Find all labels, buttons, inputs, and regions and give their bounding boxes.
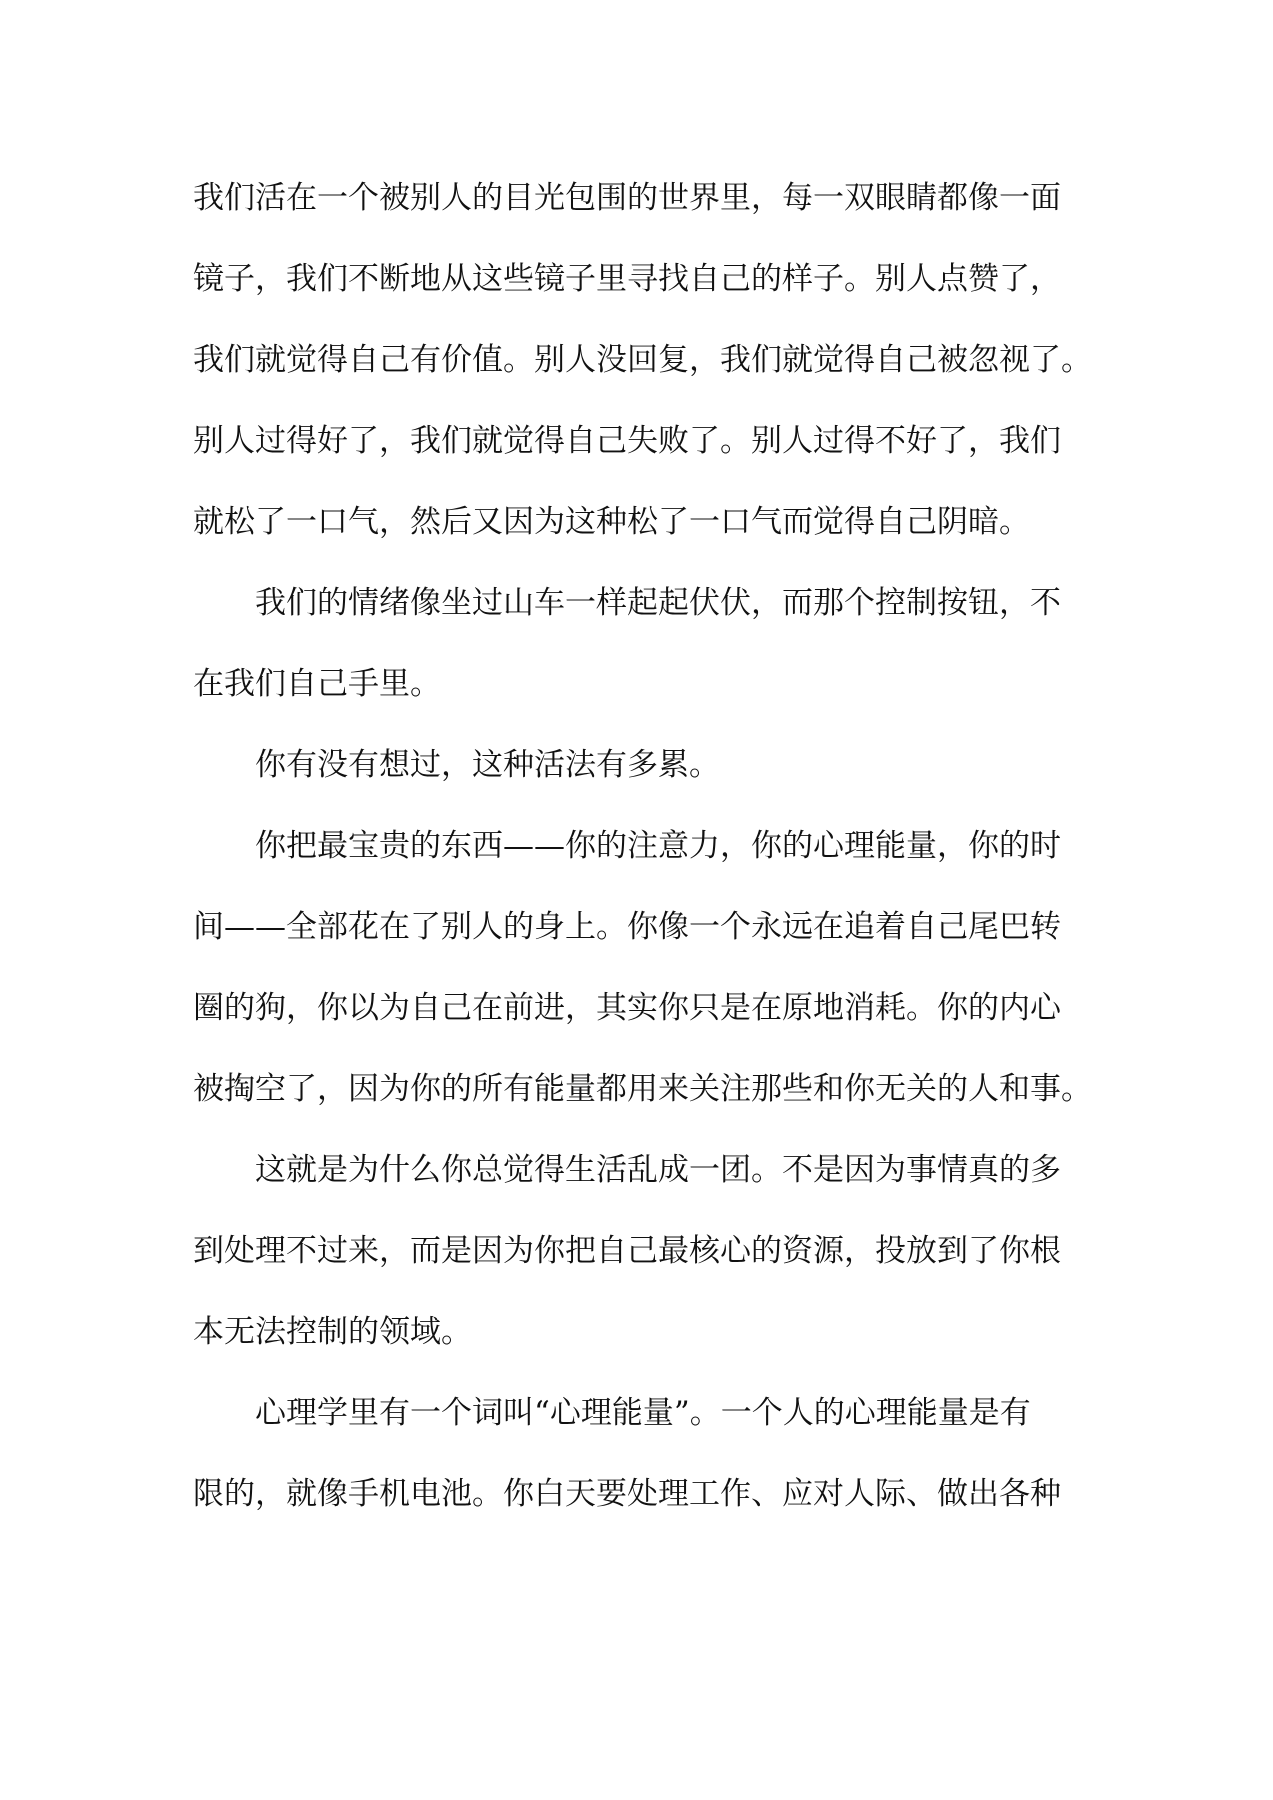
- text-line: 别人过得好了，我们就觉得自己失败了。别人过得不好了，我们: [193, 423, 1061, 459]
- text-line: 在我们自己手里。: [193, 666, 441, 702]
- text-line: 到处理不过来，而是因为你把自己最核心的资源，投放到了你根: [193, 1233, 1061, 1269]
- text-line: 我们就觉得自己有价值。别人没回复，我们就觉得自己被忽视了。: [193, 342, 1092, 378]
- text-line: 镜子，我们不断地从这些镜子里寻找自己的样子。别人点赞了，: [193, 261, 1061, 297]
- paragraph-first-line: 我们的情绪像坐过山车一样起起伏伏，而那个控制按钮，不: [255, 585, 1061, 621]
- text-line: 圈的狗，你以为自己在前进，其实你只是在原地消耗。你的内心: [193, 990, 1061, 1026]
- body-text: [193, 162, 1093, 1539]
- text-line: 本无法控制的领域。: [193, 1314, 472, 1350]
- paragraph-first-line: 这就是为什么你总觉得生活乱成一团。不是因为事情真的多: [255, 1152, 1061, 1188]
- text-line: 就松了一口气，然后又因为这种松了一口气而觉得自己阴暗。: [193, 504, 1030, 540]
- text-line: 间——全部花在了别人的身上。你像一个永远在追着自己尾巴转: [193, 909, 1061, 945]
- paragraph-first-line: 你有没有想过，这种活法有多累。: [255, 747, 720, 783]
- text-line: 我们活在一个被别人的目光包围的世界里，每一双眼睛都像一面: [193, 180, 1061, 216]
- paragraph-first-line: 你把最宝贵的东西——你的注意力，你的心理能量，你的时: [255, 828, 1061, 864]
- text-line: 限的，就像手机电池。你白天要处理工作、应对人际、做出各种: [193, 1476, 1061, 1512]
- text-line: 被掏空了，因为你的所有能量都用来关注那些和你无关的人和事。: [193, 1071, 1092, 1107]
- paragraph-first-line: 心理学里有一个词叫“心理能量”。一个人的心理能量是有: [255, 1395, 1031, 1431]
